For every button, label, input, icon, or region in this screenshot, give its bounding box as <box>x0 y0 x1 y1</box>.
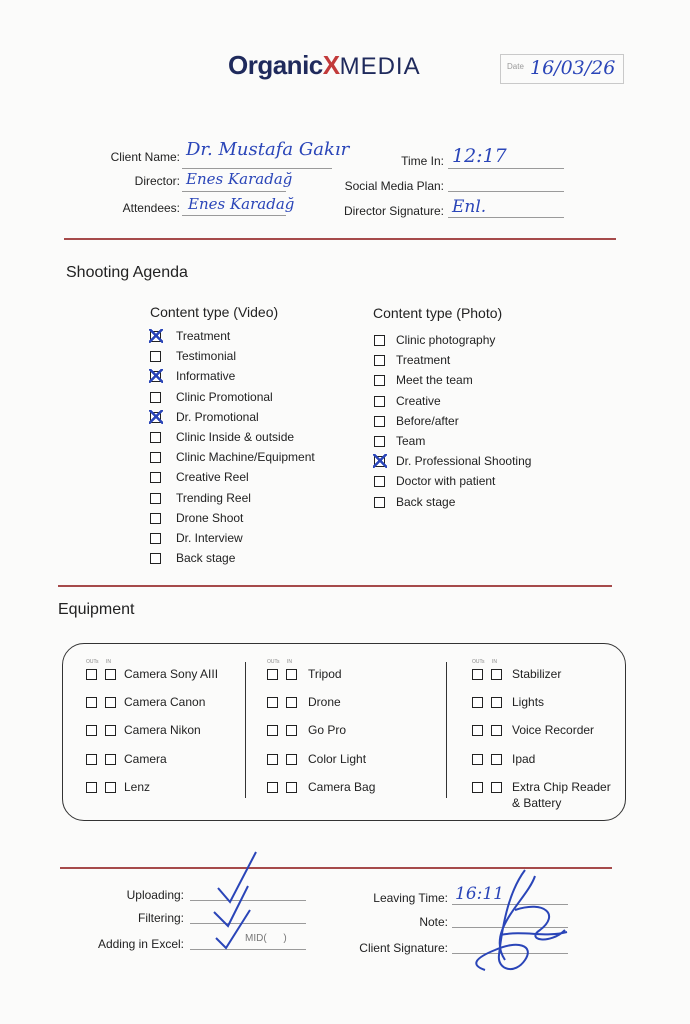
equipment-out-checkbox[interactable] <box>472 782 483 793</box>
equipment-item-label: Camera Bag <box>308 779 376 794</box>
photo-item-label: Meet the team <box>396 373 473 388</box>
client-name-label: Client Name: <box>110 150 180 164</box>
attendees-label: Attendees: <box>122 201 180 215</box>
photo-checkbox[interactable] <box>374 476 385 487</box>
video-checkbox[interactable] <box>150 331 161 342</box>
date-value: 16/03/26 <box>530 57 616 79</box>
video-checkbox[interactable] <box>150 392 161 403</box>
equipment-in-checkbox[interactable] <box>491 754 502 765</box>
equipment-item-label: Lenz <box>124 779 151 794</box>
video-checkbox[interactable] <box>150 553 161 564</box>
director-line <box>182 191 286 192</box>
equipment-out-checkbox[interactable] <box>472 697 483 708</box>
photo-item-label: Treatment <box>396 353 451 368</box>
video-checkbox[interactable] <box>150 493 161 504</box>
equipment-out-checkbox[interactable] <box>267 754 278 765</box>
photo-checkbox[interactable] <box>374 436 385 447</box>
video-column-title: Content type (Video) <box>150 304 279 320</box>
equipment-out-checkbox[interactable] <box>267 725 278 736</box>
video-item-label: Clinic Inside & outside <box>176 430 295 444</box>
video-checkbox[interactable] <box>150 472 161 483</box>
equipment-divider-2 <box>446 662 447 798</box>
equipment-item-label: Voice Recorder <box>512 723 595 738</box>
divider-agenda <box>58 585 612 587</box>
video-item-label: Dr. Interview <box>176 531 243 545</box>
video-checkbox[interactable] <box>150 452 161 463</box>
video-checkbox[interactable] <box>150 351 161 362</box>
equipment-item-label: Camera <box>124 751 167 766</box>
equipment-item-label: Color Light <box>308 751 367 766</box>
equipment-out-checkbox[interactable] <box>472 754 483 765</box>
video-checkbox[interactable] <box>150 432 161 443</box>
equipment-item-label: Stabilizer <box>512 667 562 681</box>
leaving-time-value[interactable]: 16:11 <box>455 884 504 904</box>
equipment-item-label: Camera Canon <box>124 695 206 710</box>
equipment-out-checkbox[interactable] <box>86 725 97 736</box>
video-item-label: Dr. Promotional <box>176 409 259 424</box>
photo-checkbox[interactable] <box>374 375 385 386</box>
social-media-plan-line <box>448 191 564 192</box>
video-item-label: Clinic Machine/Equipment <box>176 450 315 465</box>
director-value[interactable]: Enes Karadağ <box>186 170 293 188</box>
director-signature-value[interactable]: Enl. <box>452 197 487 217</box>
check-uploading-icon <box>218 852 256 902</box>
director-label: Director: <box>134 174 180 188</box>
photo-item-label: Creative <box>396 393 441 408</box>
equipment-out-tag: OUTs <box>472 659 485 665</box>
equipment-in-checkbox[interactable] <box>491 725 502 736</box>
equipment-out-checkbox[interactable] <box>472 725 483 736</box>
equipment-item-label: Tripod <box>308 667 342 681</box>
organic-media-logo <box>228 50 421 81</box>
equipment-in-checkbox[interactable] <box>105 697 116 708</box>
equipment-in-tag: IN <box>287 659 292 665</box>
equipment-in-checkbox[interactable] <box>491 669 502 680</box>
client-name-line <box>182 168 332 169</box>
client-signature-label: Client Signature: <box>359 941 448 955</box>
attendees-value[interactable]: Enes Karadağ <box>188 195 295 213</box>
equipment-in-checkbox[interactable] <box>491 782 502 793</box>
adding-in-excel-value[interactable]: MID( ) <box>245 933 287 944</box>
equipment-out-tag: OUTs <box>86 659 99 665</box>
equipment-out-tag: OUTs <box>267 659 280 665</box>
client-name-value[interactable]: Dr. Mustafa Gakır <box>186 139 350 160</box>
logo-text-organic: Organic <box>228 50 323 80</box>
director-signature-line <box>448 217 564 218</box>
photo-checkbox[interactable] <box>374 416 385 427</box>
equipment-out-checkbox[interactable] <box>86 697 97 708</box>
equipment-item-label: Go Pro <box>308 723 347 738</box>
equipment-out-checkbox[interactable] <box>86 782 97 793</box>
director-signature-label: Director Signature: <box>343 204 444 218</box>
logo-text-media: MEDIA <box>339 53 421 80</box>
photo-checkbox[interactable] <box>374 396 385 407</box>
video-item-label: Creative Reel <box>176 470 249 485</box>
equipment-item-label: Camera Sony AIII <box>124 667 219 681</box>
photo-item-label: Doctor with patient <box>396 474 496 489</box>
equipment-out-checkbox[interactable] <box>267 669 278 680</box>
equipment-in-tag: IN <box>492 659 497 665</box>
video-item-label: Informative <box>176 369 236 384</box>
video-checkbox[interactable] <box>150 412 161 423</box>
leaving-time-label: Leaving Time: <box>373 891 448 905</box>
equipment-in-checkbox[interactable] <box>105 669 116 680</box>
time-in-line <box>448 168 564 169</box>
equipment-item-label: & Battery <box>512 796 562 810</box>
equipment-in-checkbox[interactable] <box>105 725 116 736</box>
handwritten-check-marks <box>200 850 280 960</box>
photo-item-label: Dr. Professional Shooting <box>396 454 532 469</box>
video-item-label: Back stage <box>176 551 236 566</box>
note-label: Note: <box>419 915 448 929</box>
photo-item-label: Clinic photography <box>396 333 496 347</box>
date-label: Date <box>507 62 524 71</box>
equipment-item-label: Camera Nikon <box>124 723 201 738</box>
equipment-out-checkbox[interactable] <box>86 669 97 680</box>
equipment-out-checkbox[interactable] <box>267 697 278 708</box>
divider-header <box>64 238 616 240</box>
photo-checkbox[interactable] <box>374 456 385 467</box>
equipment-out-checkbox[interactable] <box>86 754 97 765</box>
equipment-in-checkbox[interactable] <box>105 754 116 765</box>
filtering-label: Filtering: <box>137 911 184 925</box>
video-checkbox[interactable] <box>150 371 161 382</box>
time-in-label: Time In: <box>401 154 444 168</box>
video-item-label: Treatment <box>176 329 231 343</box>
photo-item-label: Before/after <box>396 413 459 428</box>
equipment-in-checkbox[interactable] <box>105 782 116 793</box>
equipment-item-label: Lights <box>512 695 545 710</box>
equipment-in-checkbox[interactable] <box>286 669 297 680</box>
uploading-label: Uploading: <box>126 888 184 902</box>
equipment-out-checkbox[interactable] <box>267 782 278 793</box>
video-item-label: Clinic Promotional <box>176 389 273 404</box>
photo-checkbox[interactable] <box>374 335 385 346</box>
attendees-line <box>182 215 286 216</box>
photo-item-label: Team <box>396 434 426 448</box>
photo-checkbox[interactable] <box>374 497 385 508</box>
equipment-item-label: Ipad <box>512 751 536 766</box>
video-item-label: Trending Reel <box>176 490 251 505</box>
logo-x-mark: X <box>322 50 340 80</box>
time-in-value[interactable]: 12:17 <box>452 145 507 167</box>
equipment-item-label: Extra Chip Reader <box>512 779 611 794</box>
social-media-plan-label: Social Media Plan: <box>344 179 444 193</box>
equipment-in-checkbox[interactable] <box>491 697 502 708</box>
equipment-title: Equipment <box>58 601 135 618</box>
equipment-in-checkbox[interactable] <box>286 725 297 736</box>
equipment-item-label: Drone <box>308 695 341 710</box>
equipment-in-tag: IN <box>106 659 111 665</box>
video-checkbox[interactable] <box>150 533 161 544</box>
photo-column-title: Content type (Photo) <box>373 305 503 321</box>
equipment-divider-1 <box>245 662 246 798</box>
client-signature-scribble <box>455 860 575 985</box>
photo-checkbox[interactable] <box>374 355 385 366</box>
equipment-in-checkbox[interactable] <box>286 754 297 765</box>
equipment-out-checkbox[interactable] <box>472 669 483 680</box>
shooting-agenda-title: Shooting Agenda <box>66 264 188 281</box>
photo-item-label: Back stage <box>396 494 456 509</box>
video-item-label: Drone Shoot <box>176 510 244 525</box>
equipment-in-checkbox[interactable] <box>286 697 297 708</box>
adding-in-excel-label: Adding in Excel: <box>97 937 184 951</box>
video-checkbox[interactable] <box>150 513 161 524</box>
video-item-label: Testimonial <box>176 349 237 364</box>
equipment-in-checkbox[interactable] <box>286 782 297 793</box>
